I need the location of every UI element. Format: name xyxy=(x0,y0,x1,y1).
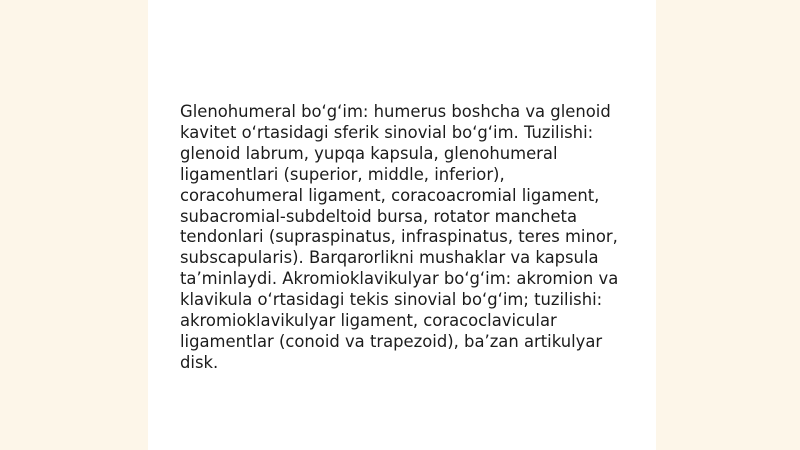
text-line: Glenohumeral bo‘g‘im: humerus boshcha va glenoid xyxy=(180,102,611,121)
text-line: klavikula o‘rtasidagi tekis sinovial bo‘g‘im; tuzilishi: xyxy=(180,290,603,310)
document-page xyxy=(148,0,656,450)
text-line: ligamentlar (conoid va trapezoid), ba’zan artikulyar xyxy=(180,331,603,351)
text-line: ta’minlaydi. Akromioklavikulyar bo‘g‘im: akromion va xyxy=(180,269,619,289)
text-line: subscapularis). Barqarorlikni mushaklar va kapsula xyxy=(180,248,599,268)
text-line: kavitet o‘rtasidagi sferik sinovial bo‘g‘im. Tuzilishi: xyxy=(180,122,594,142)
text-line: subacromial-subdeltoid bursa, rotator mancheta xyxy=(180,206,577,226)
text-line: glenoid labrum, yupqa kapsula, glenohumeral xyxy=(180,143,558,163)
text-line: disk. xyxy=(180,352,219,372)
text-line: tendonlari (supraspinatus, infraspinatus, teres minor, xyxy=(180,227,618,247)
text-line: ligamentlari (superior, middle, inferior), xyxy=(180,164,505,184)
text-line: coracohumeral ligament, coracoacromial ligament, xyxy=(180,185,600,205)
body-paragraph xyxy=(180,102,620,374)
text-line: akromioklavikulyar ligament, coracoclavicular xyxy=(180,311,557,331)
